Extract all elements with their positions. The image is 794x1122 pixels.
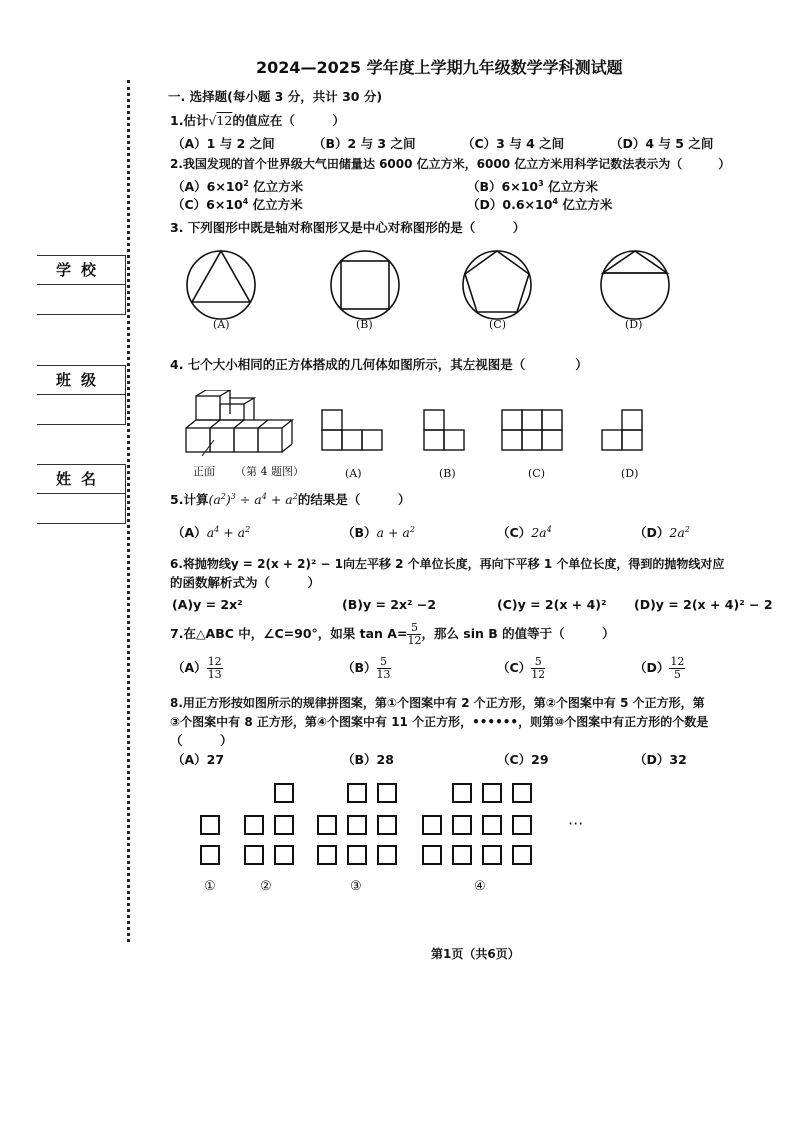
q8-label-3: ③ <box>350 879 362 894</box>
q5-stem: 5.计算$(a^2)^3 \div a^4 + a^2$的结果是（ ） <box>170 491 411 507</box>
q2-stem: 2.我国发现的首个世界级大气田储量达 6000 亿立方米，6000 亿立方米用科学记数法表示为（ ） <box>170 157 731 171</box>
q4-stem: 4. 七个大小相同的正方体搭成的几何体如图所示，其左视图是（ ） <box>170 357 588 372</box>
q7-option-a[interactable]: （A） $\frac{12}{13}$ <box>172 655 222 681</box>
q4-label-a: (A) <box>345 467 362 480</box>
pattern-square <box>200 845 220 865</box>
q4-label-b: (B) <box>439 467 456 480</box>
pattern-square <box>244 815 264 835</box>
pattern-square <box>512 845 532 865</box>
q7-option-b[interactable]: （B） $\frac{5}{13}$ <box>342 655 391 681</box>
q6-option-a[interactable]: (A)y = 2x² <box>172 597 243 612</box>
q8-label-1: ① <box>204 879 216 894</box>
pattern-square <box>377 783 397 803</box>
q5-option-d[interactable]: $(D)2a^2$ <box>634 524 690 540</box>
q8-option-a[interactable]: （A）27 <box>172 752 225 767</box>
pattern-square <box>274 783 294 803</box>
q6-option-c[interactable]: (C)y = 2(x + 4)² <box>497 597 607 612</box>
q3-figures <box>180 245 680 325</box>
q5-option-b[interactable]: $(B)a + a^2$ <box>342 524 415 540</box>
pattern-square <box>482 845 502 865</box>
pattern-square <box>482 815 502 835</box>
q5-option-c[interactable]: $(C)2a^4$ <box>497 524 552 540</box>
pattern-square <box>452 845 472 865</box>
name-label: 姓名 <box>37 465 125 494</box>
q1-option-b[interactable]: （B）2 与 3 之间 <box>313 136 416 151</box>
q4-figure-caption: （第 4 题图） <box>235 465 304 478</box>
pattern-square <box>274 815 294 835</box>
q8-label-4: ④ <box>474 879 486 894</box>
pattern-square <box>317 815 337 835</box>
q6-option-b[interactable]: (B)y = 2x² −2 <box>342 597 437 612</box>
pattern-square <box>377 845 397 865</box>
q4-view-a <box>322 410 382 450</box>
q8-ellipsis: ··· <box>568 814 584 833</box>
q4-solid <box>186 390 292 456</box>
q3-stem: 3. 下列图形中既是轴对称图形又是中心对称图形的是（ ） <box>170 220 526 235</box>
page-title: 2024—2025 学年度上学期九年级数学学科测试题 <box>256 58 623 77</box>
pattern-square <box>482 783 502 803</box>
pattern-square <box>512 783 532 803</box>
pattern-square <box>317 845 337 865</box>
q4-label-d: (D) <box>621 467 639 480</box>
q3-figure-c <box>463 251 531 319</box>
pattern-square <box>422 845 442 865</box>
q6-stem-line1: 6.将抛物线y = 2(x + 2)² − 1向左平移 2 个单位长度，再向下平移 1 个单位长度，得到的抛物线对应 <box>170 557 725 571</box>
q2-option-d[interactable]: $(D)0.6\times 10^4$ 亿立方米 <box>467 196 613 212</box>
q1-stem: 1.估计√12的值应在（ ） <box>170 113 345 128</box>
q1-post: 的值应在（ ） <box>232 113 345 128</box>
q3-figure-a <box>187 251 255 319</box>
q3-label-d: (D) <box>625 318 643 331</box>
q8-stem-line1: 8.用正方形按如图所示的规律拼图案，第①个图案中有 2 个正方形，第②个图案中有 5 个正方形，第 <box>170 696 705 710</box>
pattern-square <box>347 845 367 865</box>
binding-dotted-line <box>127 80 130 942</box>
school-field[interactable] <box>37 255 126 315</box>
class-label: 班级 <box>37 366 125 395</box>
section-title: 一. 选择题(每小题 3 分，共计 30 分) <box>168 89 383 104</box>
pattern-square <box>347 815 367 835</box>
q6-option-d[interactable]: (D)y = 2(x + 4)² − 2 <box>634 597 773 612</box>
q7-stem: 7.在△ABC 中，∠C=90°，如果 tan A= $\frac{5}{12}$ ，那么 sin B 的值等于（ ） <box>170 621 615 647</box>
q2-option-a[interactable]: $(A)6\times 10^2$ 亿立方米 <box>172 178 304 194</box>
class-field[interactable] <box>37 365 126 425</box>
q1-option-d[interactable]: （D）4 与 5 之间 <box>610 136 714 151</box>
pattern-square <box>452 815 472 835</box>
q1-option-a[interactable]: （A）1 与 2 之间 <box>172 136 275 151</box>
pattern-square <box>200 815 220 835</box>
q3-figure-b <box>331 251 399 319</box>
q6-stem-line2: 的函数解析式为（ ） <box>170 575 321 590</box>
q1-radicand: 12 <box>216 113 233 128</box>
q2-option-c[interactable]: $(C)6\times 10^4$ 亿立方米 <box>172 196 303 212</box>
q4-figures <box>180 390 660 462</box>
q4-label-c: (C) <box>528 467 545 480</box>
q8-label-2: ② <box>260 879 272 894</box>
pattern-square <box>274 845 294 865</box>
q4-view-b <box>424 410 464 450</box>
q7-option-d[interactable]: （D） $\frac{12}{5}$ <box>634 655 685 681</box>
q5-option-a[interactable]: $(A)a^4 + a^2$ <box>172 524 251 540</box>
page-number: 第1页（共6页） <box>431 947 520 961</box>
q8-stem-line3: （ ） <box>170 733 233 748</box>
q2-option-b[interactable]: $(B)6\times 10^3$ 亿立方米 <box>467 178 599 194</box>
q3-label-b: (B) <box>356 318 373 331</box>
pattern-square <box>244 845 264 865</box>
pattern-square <box>452 783 472 803</box>
q8-stem-line2: ③个图案中有 8 正方形，第④个图案中有 11 个正方形，••••••，则第⑩个图案中有正方形的个数是 <box>170 715 709 729</box>
pattern-square <box>347 783 367 803</box>
q4-view-c <box>502 410 562 450</box>
q1-pre: 1.估计 <box>170 113 209 128</box>
q8-option-c[interactable]: （C）29 <box>497 752 549 767</box>
q8-option-b[interactable]: （B）28 <box>342 752 394 767</box>
q4-front-label: 正面 <box>193 465 215 478</box>
pattern-square <box>422 815 442 835</box>
q3-label-c: (C) <box>489 318 506 331</box>
q7-option-c[interactable]: （C） $\frac{5}{12}$ <box>497 655 546 681</box>
q3-label-a: (A) <box>213 318 230 331</box>
pattern-square <box>377 815 397 835</box>
q1-option-c[interactable]: （C）3 与 4 之间 <box>462 136 565 151</box>
school-label: 学校 <box>37 256 125 285</box>
q8-option-d[interactable]: （D）32 <box>634 752 687 767</box>
pattern-square <box>512 815 532 835</box>
q4-view-d <box>602 410 642 450</box>
q3-figure-d <box>601 251 669 319</box>
q7-fraction: $\frac{5}{12}$ <box>407 621 422 647</box>
name-field[interactable] <box>37 464 126 524</box>
